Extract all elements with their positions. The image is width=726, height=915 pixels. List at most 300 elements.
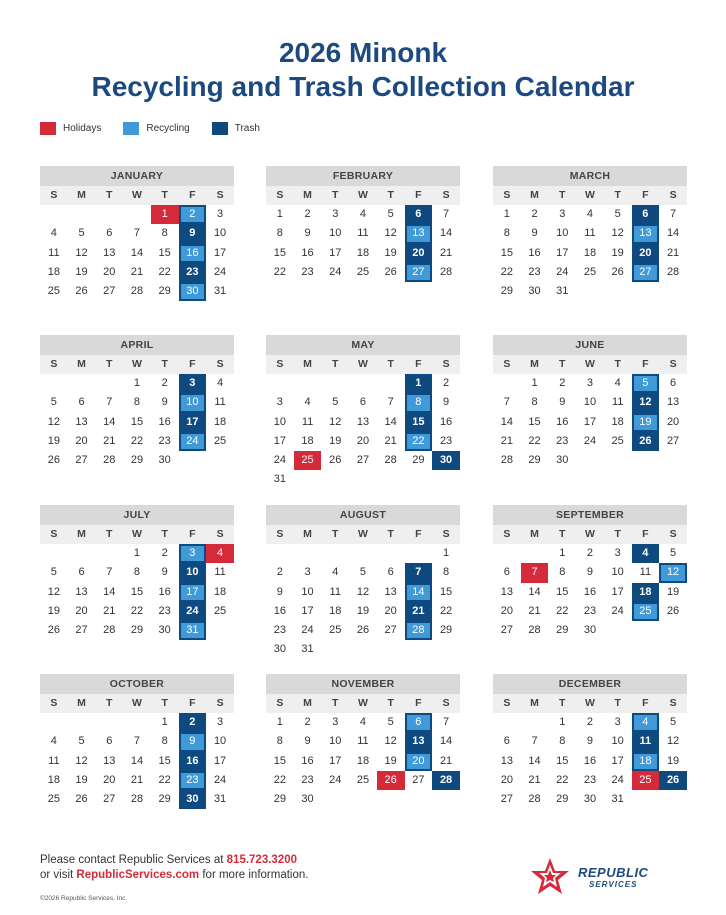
recycling-day: 4 xyxy=(632,713,660,732)
empty-cell xyxy=(68,205,96,224)
weekday-header: S xyxy=(206,186,234,205)
day-cell: 21 xyxy=(500,434,513,447)
empty-cell xyxy=(294,374,322,393)
weekday-header: S xyxy=(493,694,521,713)
day-cell: 27 xyxy=(103,793,116,806)
day-cell: 23 xyxy=(528,265,541,278)
day-cell: 24 xyxy=(329,773,342,786)
recycling-day: 25 xyxy=(632,602,660,621)
day-cell: 8 xyxy=(133,396,141,409)
trash-day: 30 xyxy=(179,790,207,809)
empty-cell xyxy=(95,374,123,393)
weekday-header: S xyxy=(659,694,687,713)
day-cell: 2 xyxy=(559,377,566,389)
day-cell: 27 xyxy=(412,773,425,786)
weekday-header: M xyxy=(294,186,322,205)
day-cell: 22 xyxy=(158,265,171,278)
day-cell: 9 xyxy=(161,396,168,409)
day-cell: 13 xyxy=(103,246,116,259)
day-cell: 30 xyxy=(583,793,597,806)
day-cell: 13 xyxy=(75,415,88,428)
weekday-header: M xyxy=(294,525,322,544)
day-cell: 8 xyxy=(559,735,566,748)
day-cell: 14 xyxy=(439,227,453,240)
day-cell: 11 xyxy=(357,735,369,748)
day-grid xyxy=(266,525,460,660)
weekday-header: F xyxy=(405,525,433,544)
day-cell: 30 xyxy=(273,643,286,656)
trash-day: 23 xyxy=(179,263,207,282)
holiday-day: 7 xyxy=(521,563,549,582)
day-cell: 22 xyxy=(556,604,569,617)
day-cell: 24 xyxy=(301,624,314,637)
day-cell: 4 xyxy=(332,566,339,579)
day-cell: 15 xyxy=(130,585,144,598)
month-april xyxy=(40,335,234,470)
month-name: DECEMBER xyxy=(493,674,687,694)
weekday-header: T xyxy=(95,355,123,374)
day-cell: 26 xyxy=(329,454,342,467)
day-cell: 7 xyxy=(387,396,394,409)
day-cell: 28 xyxy=(384,454,397,467)
day-cell: 19 xyxy=(356,604,370,617)
day-cell: 25 xyxy=(329,624,342,637)
day-cell: 20 xyxy=(666,415,680,428)
day-cell: 8 xyxy=(503,227,510,240)
day-cell: 27 xyxy=(384,624,397,637)
copyright: ©2026 Republic Services, Inc. xyxy=(40,895,128,902)
weekday-header: T xyxy=(548,355,576,374)
day-cell: 22 xyxy=(130,604,144,617)
day-cell: 13 xyxy=(75,585,88,598)
recycling-day: 8 xyxy=(405,393,433,412)
day-cell: 20 xyxy=(500,773,513,786)
trash-day: 6 xyxy=(405,205,433,224)
phone-number[interactable]: 815.723.3200 xyxy=(226,854,298,866)
day-cell: 28 xyxy=(666,265,680,278)
day-cell: 28 xyxy=(528,624,541,637)
empty-cell xyxy=(321,544,349,563)
day-grid xyxy=(40,186,234,301)
day-cell: 27 xyxy=(75,454,88,467)
legend-recycling-label: Recycling xyxy=(146,123,190,134)
weekday-header: T xyxy=(604,186,632,205)
day-cell: 15 xyxy=(158,246,171,259)
day-cell: 7 xyxy=(670,208,677,220)
month-name: MAY xyxy=(266,335,460,355)
month-name: APRIL xyxy=(40,335,234,355)
day-cell: 18 xyxy=(583,246,597,259)
weekday-header: F xyxy=(632,186,660,205)
day-cell: 7 xyxy=(106,396,113,409)
month-march xyxy=(493,166,687,301)
weekday-header: S xyxy=(659,186,687,205)
recycling-day: 27 xyxy=(632,263,660,282)
day-cell: 2 xyxy=(586,716,594,728)
day-cell: 22 xyxy=(528,434,541,447)
weekday-header: S xyxy=(432,694,460,713)
trash-day: 18 xyxy=(632,583,660,602)
weekday-header: W xyxy=(123,525,151,544)
day-cell: 2 xyxy=(161,377,168,389)
day-cell: 14 xyxy=(130,754,144,767)
day-cell: 27 xyxy=(500,793,513,806)
day-cell: 18 xyxy=(47,265,60,278)
day-cell: 30 xyxy=(556,454,569,467)
day-cell: 17 xyxy=(611,585,624,598)
day-cell: 8 xyxy=(443,566,450,579)
day-cell: 20 xyxy=(103,773,116,786)
day-cell: 29 xyxy=(556,624,569,637)
weekday-header: S xyxy=(266,355,294,374)
recycling-day: 18 xyxy=(632,752,660,771)
day-cell: 16 xyxy=(158,415,171,428)
day-cell: 6 xyxy=(503,566,510,579)
weekday-header: S xyxy=(266,694,294,713)
day-cell: 17 xyxy=(213,246,227,259)
day-cell: 21 xyxy=(528,773,541,786)
empty-cell xyxy=(68,713,96,732)
day-cell: 3 xyxy=(217,716,224,728)
day-cell: 19 xyxy=(611,246,624,259)
day-cell: 16 xyxy=(583,585,597,598)
weekday-header: T xyxy=(377,694,405,713)
day-cell: 14 xyxy=(666,227,680,240)
day-cell: 15 xyxy=(439,585,453,598)
day-cell: 29 xyxy=(500,285,513,298)
month-name: JANUARY xyxy=(40,166,234,186)
day-cell: 22 xyxy=(130,434,144,447)
day-cell: 12 xyxy=(666,735,680,748)
recycling-day: 13 xyxy=(405,224,433,243)
day-cell: 28 xyxy=(500,454,513,467)
day-cell: 16 xyxy=(439,415,453,428)
day-cell: 20 xyxy=(384,604,397,617)
weekday-header: F xyxy=(405,355,433,374)
day-cell: 23 xyxy=(439,434,453,447)
recycling-day: 5 xyxy=(632,374,660,393)
day-cell: 19 xyxy=(666,585,680,598)
republic-logo xyxy=(528,856,648,898)
trash-swatch xyxy=(212,122,228,135)
day-cell: 11 xyxy=(329,585,341,598)
day-cell: 17 xyxy=(273,434,286,447)
legend-trash xyxy=(212,122,260,135)
weekday-header: S xyxy=(266,186,294,205)
weekday-header: S xyxy=(206,694,234,713)
weekday-header: S xyxy=(659,355,687,374)
day-cell: 10 xyxy=(611,735,624,748)
day-cell: 3 xyxy=(276,396,283,409)
day-cell: 9 xyxy=(559,396,566,409)
recycling-swatch xyxy=(123,122,139,135)
day-cell: 16 xyxy=(301,246,314,259)
day-cell: 20 xyxy=(103,265,116,278)
day-cell: 6 xyxy=(503,735,510,748)
day-cell: 1 xyxy=(443,547,450,559)
day-cell: 25 xyxy=(356,773,370,786)
day-cell: 8 xyxy=(161,735,168,748)
day-cell: 10 xyxy=(611,566,624,579)
day-cell: 23 xyxy=(583,604,597,617)
day-cell: 18 xyxy=(47,773,60,786)
day-cell: 5 xyxy=(387,716,394,728)
weekday-header: W xyxy=(576,355,604,374)
day-cell: 26 xyxy=(356,624,370,637)
trash-day: 4 xyxy=(632,544,660,563)
empty-cell xyxy=(68,374,96,393)
day-cell: 21 xyxy=(130,773,144,786)
day-cell: 13 xyxy=(356,415,370,428)
day-cell: 19 xyxy=(666,754,680,767)
day-cell: 21 xyxy=(666,246,680,259)
weekday-header: W xyxy=(349,525,377,544)
day-cell: 17 xyxy=(329,754,342,767)
day-cell: 9 xyxy=(161,566,168,579)
day-cell: 27 xyxy=(75,624,88,637)
empty-cell xyxy=(493,713,521,732)
day-cell: 5 xyxy=(50,396,57,409)
contact-text: Please contact Republic Services at xyxy=(40,854,227,866)
recycling-day: 20 xyxy=(405,752,433,771)
day-grid xyxy=(493,525,687,640)
weekday-header: S xyxy=(493,355,521,374)
day-cell: 14 xyxy=(500,415,513,428)
day-cell: 1 xyxy=(503,208,510,220)
day-grid xyxy=(40,525,234,640)
website-link[interactable]: RepublicServices.com xyxy=(76,869,200,881)
day-cell: 30 xyxy=(583,624,597,637)
day-cell: 14 xyxy=(130,246,144,259)
empty-cell xyxy=(521,713,549,732)
day-cell: 19 xyxy=(384,246,397,259)
weekday-header: T xyxy=(321,186,349,205)
day-cell: 25 xyxy=(47,793,60,806)
day-grid xyxy=(493,355,687,470)
weekday-header: T xyxy=(321,694,349,713)
month-july xyxy=(40,505,234,640)
day-cell: 22 xyxy=(500,265,513,278)
day-cell: 28 xyxy=(130,285,144,298)
day-cell: 28 xyxy=(439,265,453,278)
day-cell: 21 xyxy=(103,604,116,617)
month-october xyxy=(40,674,234,809)
day-cell: 23 xyxy=(301,773,314,786)
day-cell: 26 xyxy=(666,604,680,617)
day-cell: 18 xyxy=(356,246,370,259)
day-cell: 22 xyxy=(158,773,171,786)
weekday-header: W xyxy=(576,694,604,713)
weekday-header: S xyxy=(40,694,68,713)
day-cell: 29 xyxy=(412,454,425,467)
day-cell: 17 xyxy=(583,415,597,428)
day-cell: 15 xyxy=(528,415,541,428)
weekday-header: T xyxy=(548,186,576,205)
day-cell: 5 xyxy=(614,208,621,220)
day-cell: 11 xyxy=(48,246,60,259)
day-cell: 2 xyxy=(161,547,168,559)
trash-day: 6 xyxy=(632,205,660,224)
recycling-day: 22 xyxy=(405,432,433,451)
day-cell: 17 xyxy=(213,754,227,767)
day-cell: 13 xyxy=(103,754,116,767)
day-cell: 7 xyxy=(503,396,510,409)
day-cell: 5 xyxy=(670,547,677,559)
month-january xyxy=(40,166,234,301)
visit-text: or visit xyxy=(40,869,77,881)
day-cell: 25 xyxy=(213,434,227,447)
weekday-header: F xyxy=(405,694,433,713)
day-cell: 17 xyxy=(611,754,624,767)
day-cell: 17 xyxy=(329,246,342,259)
day-cell: 4 xyxy=(50,227,57,240)
day-cell: 11 xyxy=(357,227,369,240)
day-cell: 15 xyxy=(130,415,144,428)
month-name: JULY xyxy=(40,505,234,525)
weekday-header: W xyxy=(576,525,604,544)
empty-cell xyxy=(349,374,377,393)
day-cell: 16 xyxy=(583,754,597,767)
empty-cell xyxy=(95,205,123,224)
weekday-header: T xyxy=(321,525,349,544)
weekday-header: F xyxy=(179,186,207,205)
day-cell: 31 xyxy=(273,473,286,486)
day-cell: 8 xyxy=(276,227,283,240)
day-cell: 4 xyxy=(359,208,367,220)
day-cell: 19 xyxy=(75,773,88,786)
weekday-header: M xyxy=(68,694,96,713)
trash-day: 21 xyxy=(405,602,433,621)
day-cell: 11 xyxy=(48,754,60,767)
day-grid xyxy=(266,694,460,809)
empty-cell xyxy=(40,544,68,563)
day-cell: 23 xyxy=(301,265,314,278)
day-cell: 19 xyxy=(47,434,60,447)
day-cell: 21 xyxy=(439,246,453,259)
day-cell: 25 xyxy=(356,265,370,278)
day-cell: 22 xyxy=(439,604,453,617)
day-cell: 14 xyxy=(384,415,397,428)
day-cell: 6 xyxy=(670,377,677,389)
day-cell: 25 xyxy=(583,265,597,278)
day-cell: 5 xyxy=(359,566,367,579)
day-cell: 10 xyxy=(583,396,597,409)
weekday-header: S xyxy=(40,525,68,544)
empty-cell xyxy=(40,205,68,224)
recycling-day: 16 xyxy=(179,244,207,263)
day-cell: 11 xyxy=(214,566,226,579)
day-cell: 12 xyxy=(384,227,397,240)
day-cell: 2 xyxy=(304,208,311,220)
weekday-header: M xyxy=(68,186,96,205)
weekday-header: F xyxy=(179,355,207,374)
day-cell: 20 xyxy=(75,434,88,447)
day-cell: 12 xyxy=(75,246,88,259)
month-name: AUGUST xyxy=(266,505,460,525)
weekday-header: M xyxy=(521,186,549,205)
title-line-1: 2026 Minonk xyxy=(278,37,448,68)
weekday-header: T xyxy=(377,186,405,205)
day-cell: 21 xyxy=(528,604,541,617)
empty-cell xyxy=(493,374,521,393)
day-cell: 14 xyxy=(528,754,541,767)
weekday-header: W xyxy=(123,355,151,374)
holiday-day: 4 xyxy=(206,544,234,563)
day-cell: 20 xyxy=(75,604,88,617)
day-cell: 15 xyxy=(158,754,171,767)
recycling-day: 19 xyxy=(632,413,660,432)
weekday-header: M xyxy=(521,525,549,544)
day-cell: 21 xyxy=(439,754,453,767)
empty-cell xyxy=(521,544,549,563)
month-name: SEPTEMBER xyxy=(493,505,687,525)
day-cell: 9 xyxy=(304,227,311,240)
day-cell: 18 xyxy=(611,415,624,428)
day-cell: 27 xyxy=(103,285,116,298)
day-cell: 18 xyxy=(213,585,227,598)
trash-day: 9 xyxy=(179,224,207,243)
day-cell: 29 xyxy=(158,285,171,298)
day-cell: 18 xyxy=(301,434,314,447)
day-cell: 8 xyxy=(133,566,141,579)
recycling-day: 3 xyxy=(179,544,207,563)
day-cell: 26 xyxy=(384,265,397,278)
day-cell: 23 xyxy=(158,434,171,447)
weekday-header: W xyxy=(576,186,604,205)
recycling-day: 13 xyxy=(632,224,660,243)
trash-day: 17 xyxy=(179,413,207,432)
trash-day: 7 xyxy=(405,563,433,582)
weekday-header: S xyxy=(40,355,68,374)
day-cell: 10 xyxy=(329,735,342,748)
recycling-day: 24 xyxy=(179,432,207,451)
recycling-day: 27 xyxy=(405,263,433,282)
empty-cell xyxy=(40,374,68,393)
day-cell: 27 xyxy=(356,454,370,467)
day-cell: 1 xyxy=(133,377,141,389)
day-cell: 22 xyxy=(556,773,569,786)
day-cell: 19 xyxy=(75,265,88,278)
day-cell: 2 xyxy=(443,377,450,389)
day-cell: 24 xyxy=(213,773,227,786)
day-cell: 6 xyxy=(78,396,85,409)
day-cell: 30 xyxy=(528,285,541,298)
day-cell: 1 xyxy=(276,208,283,220)
day-cell: 6 xyxy=(106,227,113,240)
month-name: FEBRUARY xyxy=(266,166,460,186)
weekday-header: T xyxy=(95,525,123,544)
empty-cell xyxy=(266,544,294,563)
empty-cell xyxy=(321,374,349,393)
day-cell: 1 xyxy=(559,716,566,728)
day-cell: 24 xyxy=(329,265,342,278)
day-cell: 21 xyxy=(130,265,144,278)
day-cell: 10 xyxy=(213,227,227,240)
day-cell: 7 xyxy=(443,716,450,728)
trash-day: 26 xyxy=(659,771,687,790)
day-cell: 7 xyxy=(106,566,113,579)
weekday-header: T xyxy=(95,186,123,205)
day-cell: 9 xyxy=(531,227,538,240)
month-december xyxy=(493,674,687,809)
weekday-header: S xyxy=(493,525,521,544)
day-cell: 2 xyxy=(276,566,283,579)
day-cell: 24 xyxy=(611,604,624,617)
day-cell: 8 xyxy=(531,396,538,409)
recycling-day: 9 xyxy=(179,732,207,751)
empty-cell xyxy=(266,374,294,393)
trash-day: 2 xyxy=(179,713,207,732)
